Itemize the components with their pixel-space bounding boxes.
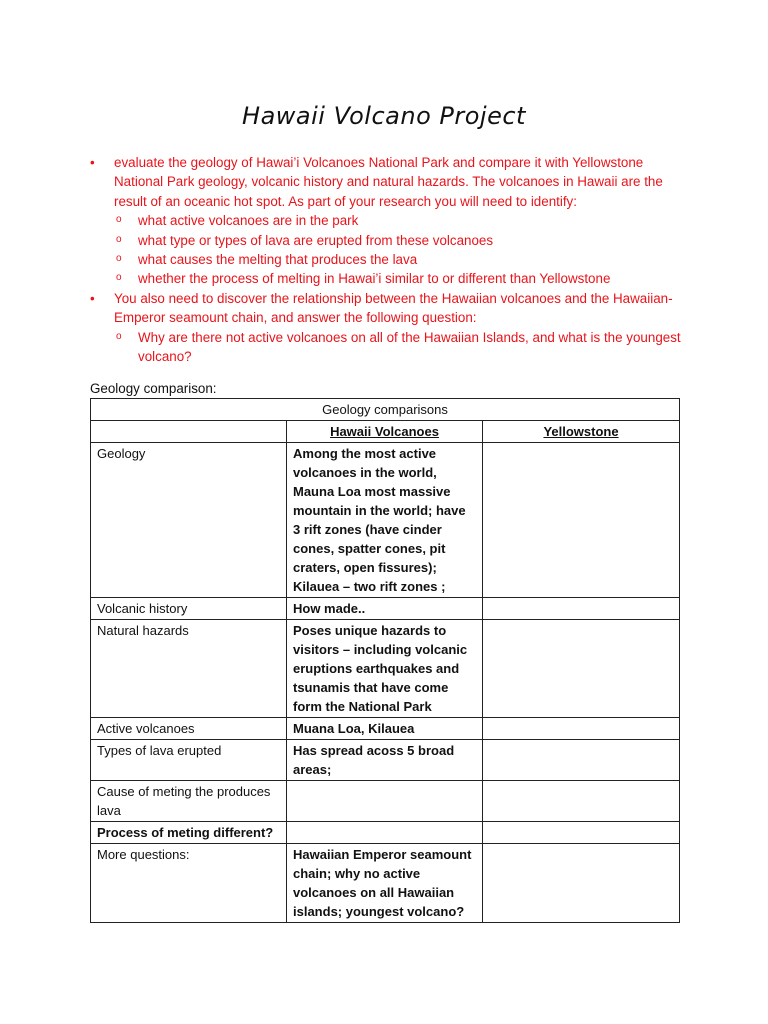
hawaii-cell[interactable]: How made.. bbox=[287, 598, 483, 620]
column-header-empty bbox=[91, 421, 287, 443]
sub-bullet-icon: o bbox=[116, 272, 122, 284]
sub-bullet-item bbox=[90, 211, 690, 230]
table-row bbox=[91, 844, 680, 923]
table-row bbox=[91, 822, 680, 844]
yellowstone-cell[interactable] bbox=[483, 781, 680, 822]
yellowstone-cell[interactable] bbox=[483, 598, 680, 620]
table-header-row bbox=[91, 421, 680, 443]
sub-bullet-item bbox=[90, 269, 690, 288]
sub-bullet-icon: o bbox=[116, 214, 122, 226]
bullet-icon: • bbox=[90, 290, 95, 306]
bullet-text: You also need to discover the relationship between the Hawaiian volcanoes and the Hawaiian-Emperor seamount chain, and answer the following question: bbox=[114, 290, 673, 326]
hawaii-cell[interactable] bbox=[287, 822, 483, 844]
instructions-list bbox=[90, 153, 690, 366]
hawaii-cell[interactable]: Hawaiian Emperor seamount chain; why no active volcanoes on all Hawaiian islands; youngest volcano? bbox=[287, 844, 483, 923]
comparison-label: Geology comparison: bbox=[90, 381, 217, 396]
sub-bullet-item bbox=[90, 250, 690, 269]
bullet-item bbox=[90, 289, 690, 328]
sub-bullet-icon: o bbox=[116, 233, 122, 245]
sub-bullet-text: what type or types of lava are erupted from these volcanoes bbox=[138, 232, 494, 248]
hawaii-cell[interactable] bbox=[287, 781, 483, 822]
sub-bullet-item bbox=[90, 231, 690, 250]
yellowstone-cell[interactable] bbox=[483, 620, 680, 718]
yellowstone-cell[interactable] bbox=[483, 443, 680, 598]
sub-bullet-text: Why are there not active volcanoes on all of the Hawaiian Islands, and what is the youngest volcano? bbox=[138, 329, 681, 365]
sub-bullet-icon: o bbox=[116, 253, 122, 265]
table-row bbox=[91, 781, 680, 822]
sub-bullet-text: whether the process of melting in Hawai’i similar to or different than Yellowstone bbox=[138, 271, 611, 287]
sub-bullet-text: what active volcanoes are in the park bbox=[138, 213, 359, 229]
hawaii-cell[interactable]: Among the most active volcanoes in the world, Mauna Loa most massive mountain in the world; have 3 rift zones (have cinder cones, spatter cones, pit craters, open fissures); Kilauea – two rift zones ; bbox=[287, 443, 483, 598]
geology-comparison-table bbox=[90, 398, 680, 923]
table-caption-row bbox=[91, 399, 680, 421]
row-label: Process of meting different? bbox=[91, 822, 287, 844]
row-label: More questions: bbox=[91, 844, 287, 923]
sub-bullet-text: what causes the melting that produces the lava bbox=[138, 252, 418, 268]
yellowstone-cell[interactable] bbox=[483, 844, 680, 923]
yellowstone-cell[interactable] bbox=[483, 822, 680, 844]
row-label: Types of lava erupted bbox=[91, 740, 287, 781]
sub-bullet-item bbox=[90, 328, 690, 367]
table-row bbox=[91, 718, 680, 740]
row-label: Active volcanoes bbox=[91, 718, 287, 740]
row-label: Cause of meting the produces lava bbox=[91, 781, 287, 822]
yellowstone-cell[interactable] bbox=[483, 718, 680, 740]
bullet-text: evaluate the geology of Hawai’i Volcanoes National Park and compare it with Yellowstone National Park geology, volcanic history and natural hazards. The volcanoes in Hawaii are the result of an oceanic hot spot. As part of your research you will need to identify: bbox=[114, 155, 663, 209]
hawaii-cell[interactable]: Muana Loa, Kilauea bbox=[287, 718, 483, 740]
row-label: Natural hazards bbox=[91, 620, 287, 718]
row-label: Geology bbox=[91, 443, 287, 598]
column-header-yellowstone: Yellowstone bbox=[483, 421, 680, 443]
table-caption: Geology comparisons bbox=[91, 399, 680, 421]
sub-bullet-icon: o bbox=[116, 330, 122, 342]
table-row bbox=[91, 620, 680, 718]
table-row bbox=[91, 740, 680, 781]
column-header-hawaii: Hawaii Volcanoes bbox=[287, 421, 483, 443]
yellowstone-cell[interactable] bbox=[483, 740, 680, 781]
row-label: Volcanic history bbox=[91, 598, 287, 620]
table-row bbox=[91, 598, 680, 620]
hawaii-cell[interactable]: Poses unique hazards to visitors – including volcanic eruptions earthquakes and tsunamis that have come form the National Park bbox=[287, 620, 483, 718]
hawaii-cell[interactable]: Has spread acoss 5 broad areas; bbox=[287, 740, 483, 781]
table-row bbox=[91, 443, 680, 598]
page-title: Hawaii Volcano Project bbox=[242, 102, 526, 130]
bullet-item bbox=[90, 153, 690, 211]
bullet-icon: • bbox=[90, 155, 95, 170]
